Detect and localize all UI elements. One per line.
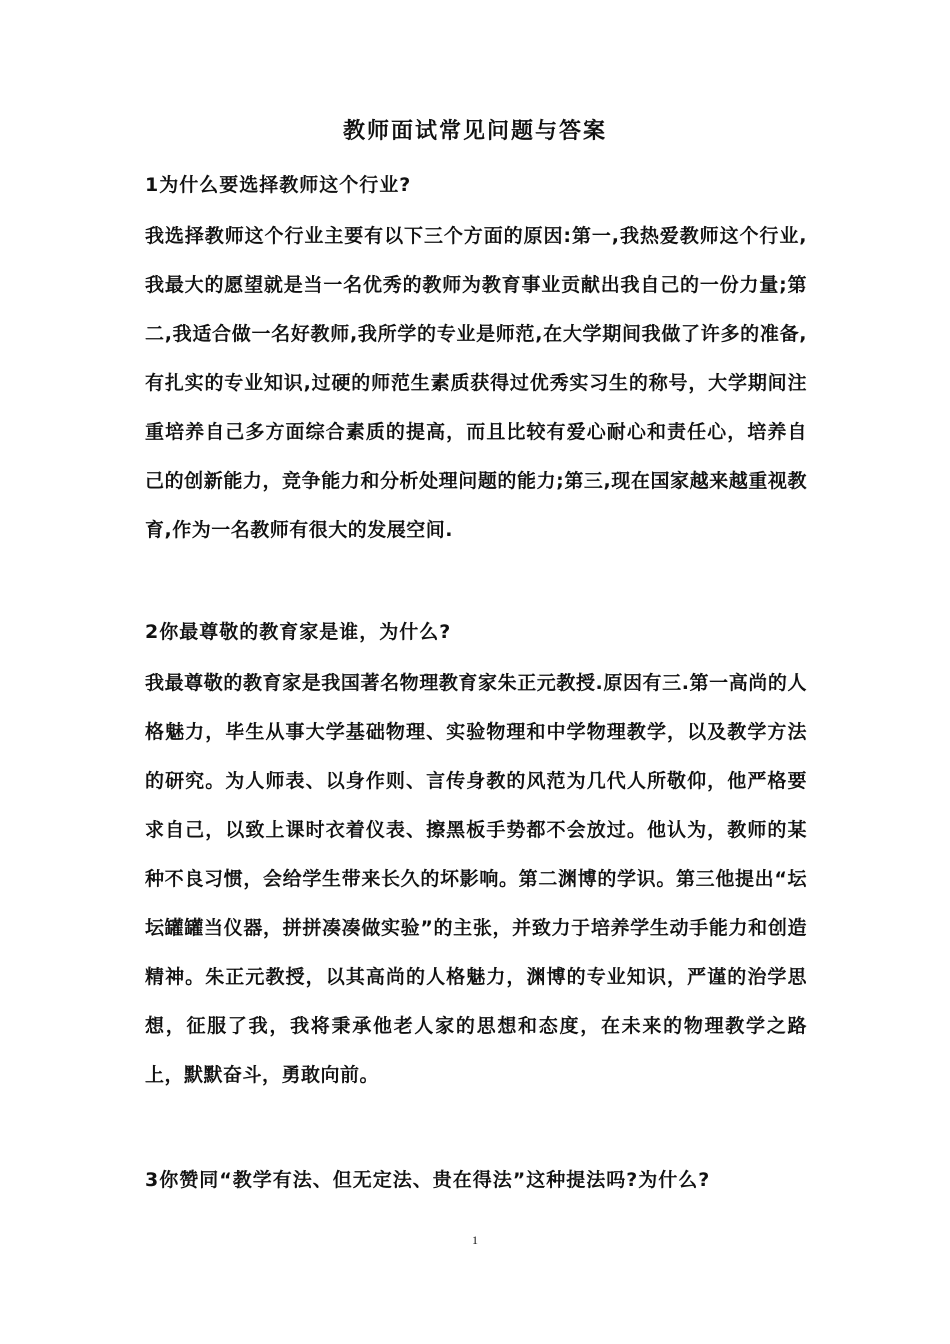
answer-1 [145, 212, 807, 555]
answer-1-text: 我选择教师这个行业主要有以下三个方面的原因:第一,我热爱教师这个行业,我最大的愿望就是当一名优秀的教师为教育事业贡献出我自己的一份力量;第二,我适合做一名好教师,我所学的专业是师范,在大学期间我做了许多的准备,有扎实的专业知识,过硬的师范生素质获得过优秀实习生的称号，大学期间注重培养自己多方面综合素质的提高，而且比较有爱心耐心和责任心，培养自己的创新能力，竞争能力和分析处理问题的能力;第三,现在国家越来越重视教育,作为一名教师有很大的发展空间. [145, 225, 807, 541]
question-3 [145, 1165, 807, 1195]
answer-2 [145, 659, 807, 1100]
page-number: 1 [472, 1233, 478, 1247]
document-title: 教师面试常见问题与答案 [342, 119, 607, 144]
answer-2-text: 我最尊敬的教育家是我国著名物理教育家朱正元教授.原因有三.第一高尚的人格魅力，毕生从事大学基础物理、实验物理和中学物理教学，以及教学方法的研究。为人师表、以身作则、言传身教的风范为几代人所敬仰，他严格要求自己，以致上课时衣着仪表、擦黑板手势都不会放过。他认为，教师的某种不良习惯，会给学生带来长久的坏影响。第二渊博的学识。第三他提出“坛坛罐罐当仪器，拼拼凑凑做实验”的主张，并致力于培养学生动手能力和创造精神。朱正元教授，以其高尚的人格魅力，渊博的专业知识，严谨的治学思想，征服了我，我将秉承他老人家的思想和态度，在未来的物理教学之路上，默默奋斗，勇敢向前。 [145, 672, 807, 1086]
question-3-heading: 3你赞同“教学有法、但无定法、贵在得法”这种提法吗?为什么? [145, 1169, 711, 1191]
question-2 [145, 617, 807, 647]
question-2-heading: 2你最尊敬的教育家是谁，为什么? [145, 621, 452, 643]
question-1-heading: 1为什么要选择教师这个行业? [145, 174, 412, 196]
question-1 [145, 170, 807, 200]
